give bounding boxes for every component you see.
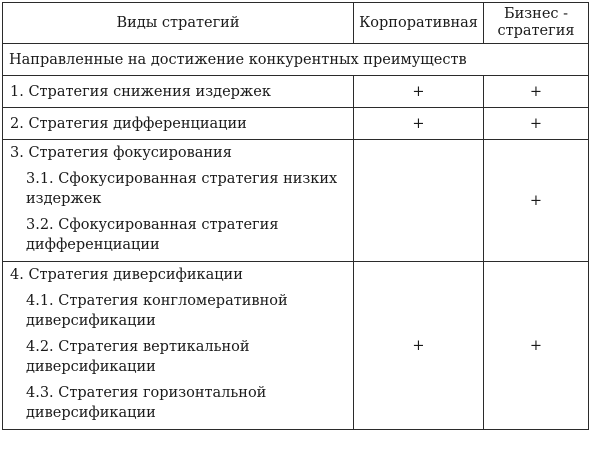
row-business-mark: + — [484, 108, 589, 140]
group-cell-diversification — [3, 262, 354, 430]
group-subitem — [3, 331, 353, 377]
subitem-line: издержек — [26, 191, 102, 207]
header-corporate: Корпоративная — [354, 3, 484, 44]
group-subitem — [3, 285, 353, 331]
subitem-line: диверсификации — [26, 359, 156, 375]
subitem-line: диверсификации — [26, 313, 156, 329]
group-corporate-mark — [354, 140, 484, 262]
header-business-line1: Бизнес - — [503, 6, 569, 22]
header-row — [3, 3, 589, 44]
row-corporate-mark: + — [354, 76, 484, 108]
group-business-mark: + — [484, 262, 589, 430]
table-row — [3, 108, 589, 140]
subitem-line: диверсификации — [26, 405, 156, 421]
row-label: 2. Стратегия дифференциации — [3, 108, 354, 140]
section-title: Направленные на достижение конкурентных преимуществ — [3, 44, 589, 76]
subitem-line: дифференциации — [26, 237, 160, 253]
header-business — [484, 3, 589, 44]
group-row-diversification — [3, 262, 589, 430]
subitem-line: 3.2. Сфокусированная стратегия — [26, 217, 279, 233]
table-row — [3, 76, 589, 108]
subitem-line: 3.1. Сфокусированная стратегия низких — [26, 171, 338, 187]
group-row-focusing — [3, 140, 589, 262]
group-title: 4. Стратегия диверсификации — [10, 267, 243, 283]
group-business-mark: + — [484, 140, 589, 262]
group-subitem — [3, 209, 353, 261]
group-corporate-mark: + — [354, 262, 484, 430]
group-subitem — [3, 377, 353, 429]
subitem-line: 4.1. Стратегия конгломеративной — [26, 293, 288, 309]
group-cell-focusing — [3, 140, 354, 262]
section-row — [3, 44, 589, 76]
subitem-line: 4.3. Стратегия горизонтальной — [26, 385, 267, 401]
group-subitem — [3, 163, 353, 209]
strategy-table — [2, 2, 589, 430]
row-corporate-mark: + — [354, 108, 484, 140]
header-business-line2: стратегия — [497, 23, 575, 39]
group-title: 3. Стратегия фокусирования — [10, 145, 232, 161]
row-business-mark: + — [484, 76, 589, 108]
subitem-line: 4.2. Стратегия вертикальной — [26, 339, 250, 355]
row-label: 1. Стратегия снижения издержек — [3, 76, 354, 108]
header-strategy-types: Виды стратегий — [3, 3, 354, 44]
